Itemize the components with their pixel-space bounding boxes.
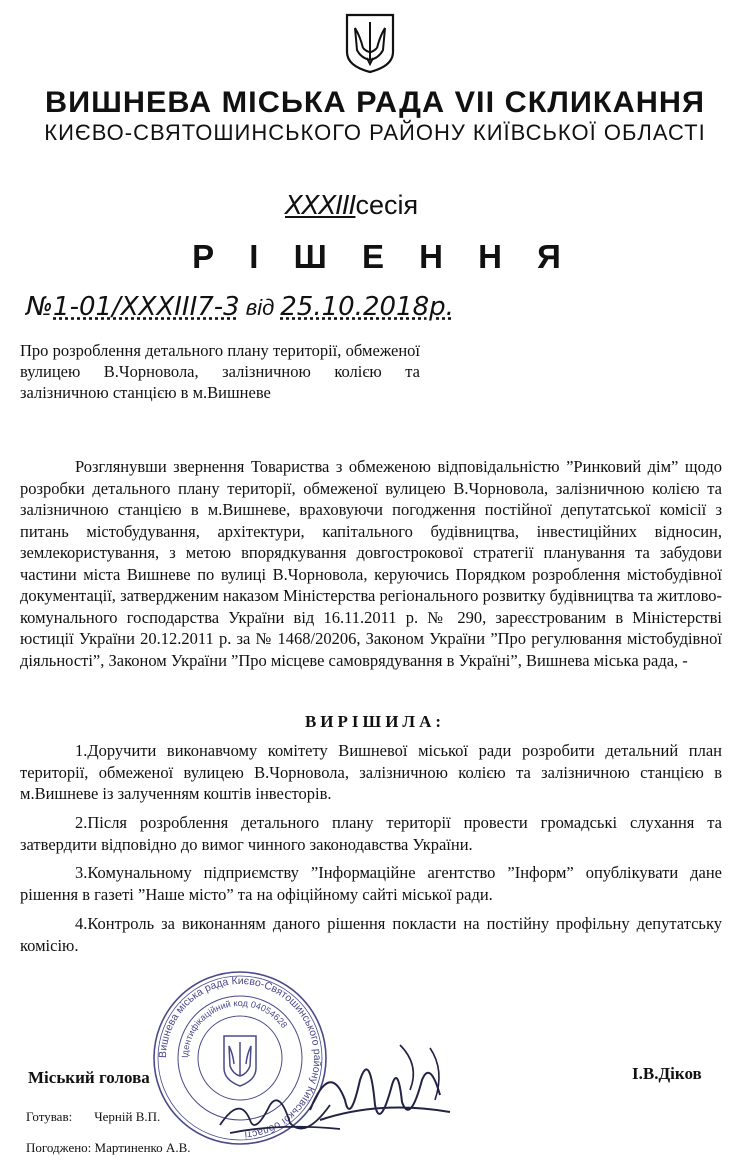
agreed-by (26, 1140, 191, 1156)
number-prefix: № (26, 292, 54, 322)
mayor-name: І.В.Діков (632, 1064, 702, 1083)
coat-of-arms-icon (343, 12, 397, 74)
resolution-item: 2.Після розроблення детального плану території провести громадські слухання та затвердити відповідно до вимог чинного законодавства України. (20, 813, 722, 854)
document-number: 1-01/XXXIII7-3 (53, 292, 240, 322)
council-name: ВИШНЕВА МІСЬКА РАДА VII СКЛИКАННЯ (44, 86, 706, 119)
preparer-signature (210, 1085, 350, 1145)
stamp-outer-text: Вишнева міська рада Києво-Святошинського району Київської області (156, 974, 324, 1141)
stamp-inner-text: Ідентифікаційний код 04054628 (179, 997, 290, 1059)
agreed-label: Погоджено: (26, 1140, 92, 1155)
resolution-heading: ВИРІШИЛА: (304, 712, 446, 731)
district-name: КИЄВО-СВЯТОШИНСЬКОГО РАЙОНУ КИЇВСЬКОЇ ОБЛАСТІ (44, 120, 706, 145)
document-number-line (26, 292, 454, 322)
prepared-by (26, 1109, 160, 1125)
prepared-label: Готував: (26, 1109, 73, 1124)
mayor-title: Міський голова (28, 1068, 150, 1087)
resolution-item: 3.Комунальному підприємству ”Інформаційне агентство ”Інформ” опублікувати дане рішення в газеті ”Наше місто” та на офіційному сайті міської ради. (20, 863, 722, 904)
stamp-trident-icon (224, 1036, 256, 1086)
session-line (285, 190, 418, 221)
resolution-item: 4.Контроль за виконанням даного рішення покласти на постійну профільну депутатську комісію. (20, 914, 722, 955)
document-subject: Про розроблення детального плану території, обмеженої вулицею В.Чорновола, залізничною колією та залізничною станцією в м.Вишневе (20, 341, 420, 402)
session-label: сесія (355, 190, 419, 220)
preamble-paragraph: Розглянувши звернення Товариства з обмеженою відповідальністю ”Ринковий дім” щодо розробки детального плану території, обмеженої вулицею В.Чорновола, залізничною колією та залізничною станцією в м.Вишневе, враховуючи погодження постійної депутатської комісії з питань містобудування, архітектури, капітального будівництва, інвестиційних відносин, землекористування, з метою впорядкування довгострокової стратегії планування та забудови частини міста Вишневе по вулиці В.Чорновола, керуючись Порядком розроблення містобудівної документації, затвердженим наказом Міністерства регіонального розвитку будівництва та житлово-комунального господарства України від 16.11.2011 р. № 290, зареєстрованим в Міністерстві юстиції України 20.12.2011 р. за № 1468/20206, Законом України ”Про регулювання містобудівної діяльності”, Законом України ”Про місцеве самоврядування в Україні”, Вишнева міська рада, - (20, 457, 722, 670)
agreed-name: Мартиненко А.В. (94, 1140, 191, 1155)
prepared-name: Черній В.П. (94, 1109, 161, 1124)
from-label: від (245, 295, 275, 320)
session-number: XXXIII (285, 191, 356, 221)
resolution-item: 1.Доручити виконавчому комітету Вишневої міської ради розробити детальний план території, обмеженої вулицею В.Чорновола, залізничною колією та залізничною станцією в м.Вишневе із залученням коштів інвесторів. (20, 741, 722, 803)
document-date: 25.10.2018р. (280, 292, 454, 322)
decision-title: Р І Ш Е Н Н Я (192, 238, 574, 275)
